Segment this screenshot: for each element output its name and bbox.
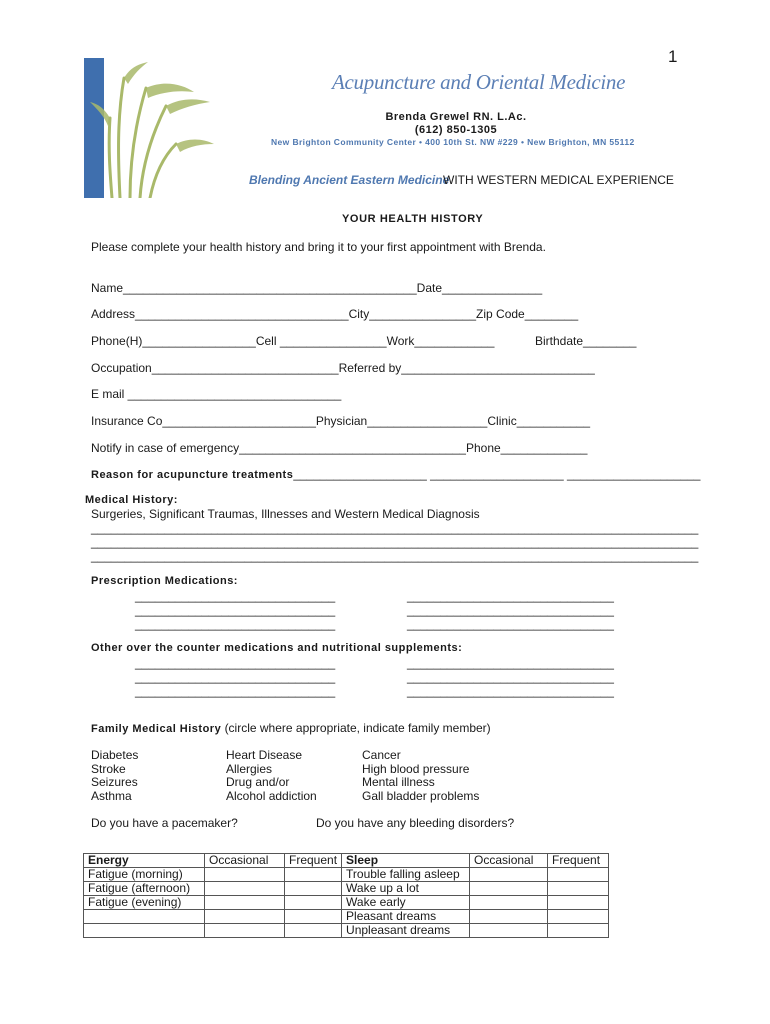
checkbox-cell[interactable]: [548, 896, 609, 910]
insurance-physician-clinic-field[interactable]: Insurance Co_______________________Physician__________________Clinic___________: [91, 414, 591, 428]
family-col-1: [91, 749, 138, 803]
prescription-blank-right-3[interactable]: _______________________________: [407, 617, 614, 631]
table-row: [84, 910, 609, 924]
otc-blank-left-1[interactable]: ______________________________: [135, 656, 336, 670]
prescription-blank-left-2[interactable]: ______________________________: [135, 603, 336, 617]
intro-text: Please complete your health history and bring it to your first appointment with Brenda.: [91, 240, 546, 254]
brand-title: Acupuncture and Oriental Medicine: [332, 70, 626, 94]
checkbox-cell[interactable]: [205, 882, 285, 896]
checkbox-cell[interactable]: [205, 896, 285, 910]
table-row: [84, 924, 609, 938]
medical-history-subtitle: Surgeries, Significant Traumas, Illnesses and Western Medical Diagnosis: [91, 507, 480, 521]
page-number: 1: [668, 47, 678, 66]
checkbox-cell[interactable]: [548, 882, 609, 896]
sleep-cell: Pleasant dreams: [342, 910, 470, 924]
form-title: YOUR HEALTH HISTORY: [342, 213, 484, 225]
sleep-cell: Wake up a lot: [342, 882, 470, 896]
checkbox-cell[interactable]: [470, 882, 548, 896]
energy-cell: [84, 924, 205, 938]
checkbox-cell[interactable]: [470, 924, 548, 938]
reason-blanks[interactable]: ____________________ ____________________ ____________________: [293, 467, 701, 481]
otc-blank-right-2[interactable]: _______________________________: [407, 670, 614, 684]
family-item-diabetes[interactable]: Diabetes: [91, 748, 139, 762]
family-item-gall-bladder[interactable]: Gall bladder problems: [362, 788, 480, 803]
checkbox-cell[interactable]: [205, 924, 285, 938]
checkbox-cell[interactable]: [285, 924, 342, 938]
family-history-note: (circle where appropriate, indicate family member): [224, 721, 491, 735]
family-item-heart-disease[interactable]: Heart Disease: [226, 748, 303, 762]
sleep-cell: Trouble falling asleep: [342, 868, 470, 882]
frequent-header-1: Frequent: [285, 854, 342, 868]
prescription-blank-right-2[interactable]: _______________________________: [407, 603, 614, 617]
frequent-header-2: Frequent: [548, 854, 609, 868]
provider-phone: (612) 850-1305: [414, 124, 498, 136]
address-city-zip-field[interactable]: Address________________________________City________________Zip Code________: [91, 307, 579, 321]
checkbox-cell[interactable]: [285, 882, 342, 896]
table-row: [84, 896, 609, 910]
occasional-header-2: Occasional: [470, 854, 548, 868]
medical-history-label: Medical History:: [85, 494, 178, 506]
checkbox-cell[interactable]: [548, 924, 609, 938]
phone-cell-work-field[interactable]: Phone(H)_________________Cell ________________Work____________: [91, 334, 495, 348]
email-field[interactable]: E mail ________________________________: [91, 387, 342, 401]
family-item-seizures[interactable]: Seizures: [91, 775, 138, 789]
checkbox-cell[interactable]: [285, 868, 342, 882]
symptom-table: [83, 853, 609, 938]
checkbox-cell[interactable]: [205, 910, 285, 924]
checkbox-cell[interactable]: [470, 910, 548, 924]
prescription-blank-left-3[interactable]: ______________________________: [135, 617, 336, 631]
sleep-cell: Unpleasant dreams: [342, 924, 470, 938]
reason-row: [91, 467, 700, 481]
family-item-mental-illness[interactable]: Mental illness: [362, 775, 435, 789]
medical-history-blank-2[interactable]: ___________________________________________________________________________________________: [91, 535, 699, 549]
energy-cell: Fatigue (morning): [84, 868, 205, 882]
sleep-header: Sleep: [342, 854, 470, 868]
prescription-blank-left-1[interactable]: ______________________________: [135, 589, 336, 603]
family-col-3: [362, 749, 479, 803]
energy-cell: Fatigue (evening): [84, 896, 205, 910]
family-history-label: Family Medical History: [91, 723, 222, 735]
table-header-row: [84, 854, 609, 868]
family-item-alcohol[interactable]: Alcohol addiction: [226, 788, 317, 803]
checkbox-cell[interactable]: [285, 910, 342, 924]
otc-blank-right-3[interactable]: _______________________________: [407, 684, 614, 698]
clinic-address: New Brighton Community Center • 400 10th St. NW #229 • New Brighton, MN 55112: [271, 137, 635, 147]
family-item-high-blood-pressure[interactable]: High blood pressure: [362, 761, 470, 776]
checkbox-cell[interactable]: [470, 896, 548, 910]
energy-cell: Fatigue (afternoon): [84, 882, 205, 896]
family-item-cancer[interactable]: Cancer: [362, 748, 401, 762]
tagline-plain: WITH WESTERN MEDICAL EXPERIENCE: [443, 173, 674, 187]
checkbox-cell[interactable]: [205, 868, 285, 882]
otc-label: Other over the counter medications and nutritional supplements:: [91, 642, 463, 654]
occasional-header-1: Occasional: [205, 854, 285, 868]
pacemaker-question[interactable]: Do you have a pacemaker?: [91, 816, 238, 830]
bleeding-question[interactable]: Do you have any bleeding disorders?: [316, 816, 515, 830]
provider-name: Brenda Grewel RN. L.Ac.: [385, 111, 527, 123]
name-date-field[interactable]: Name____________________________________________Date_______________: [91, 281, 543, 295]
family-item-allergies[interactable]: Allergies: [226, 761, 273, 776]
family-item-drug[interactable]: Drug and/or: [226, 775, 290, 789]
table-row: [84, 868, 609, 882]
checkbox-cell[interactable]: [548, 868, 609, 882]
reason-label: Reason for acupuncture treatments: [91, 469, 294, 481]
otc-blank-left-3[interactable]: ______________________________: [135, 684, 336, 698]
medical-history-blank-3[interactable]: ___________________________________________________________________________________________: [91, 549, 699, 563]
prescription-label: Prescription Medications:: [91, 575, 238, 587]
checkbox-cell[interactable]: [285, 896, 342, 910]
table-row: [84, 882, 609, 896]
birthdate-field[interactable]: Birthdate________: [535, 334, 637, 348]
family-col-2: [226, 749, 317, 803]
otc-blank-right-1[interactable]: _______________________________: [407, 656, 614, 670]
checkbox-cell[interactable]: [548, 910, 609, 924]
prescription-blank-right-1[interactable]: _______________________________: [407, 589, 614, 603]
otc-blank-left-2[interactable]: ______________________________: [135, 670, 336, 684]
occupation-referred-field[interactable]: Occupation____________________________Referred by_____________________________: [91, 361, 595, 375]
emergency-contact-field[interactable]: Notify in case of emergency__________________________________Phone_____________: [91, 441, 588, 455]
checkbox-cell[interactable]: [470, 868, 548, 882]
medical-history-blank-1[interactable]: ___________________________________________________________________________________________: [91, 521, 699, 535]
family-history-row: [91, 721, 491, 735]
energy-header: Energy: [84, 854, 205, 868]
tagline-italic: Blending Ancient Eastern Medicine: [249, 173, 450, 187]
family-item-asthma[interactable]: Asthma: [91, 788, 132, 803]
sleep-cell: Wake early: [342, 896, 470, 910]
family-item-stroke[interactable]: Stroke: [91, 761, 126, 776]
energy-cell: [84, 910, 205, 924]
